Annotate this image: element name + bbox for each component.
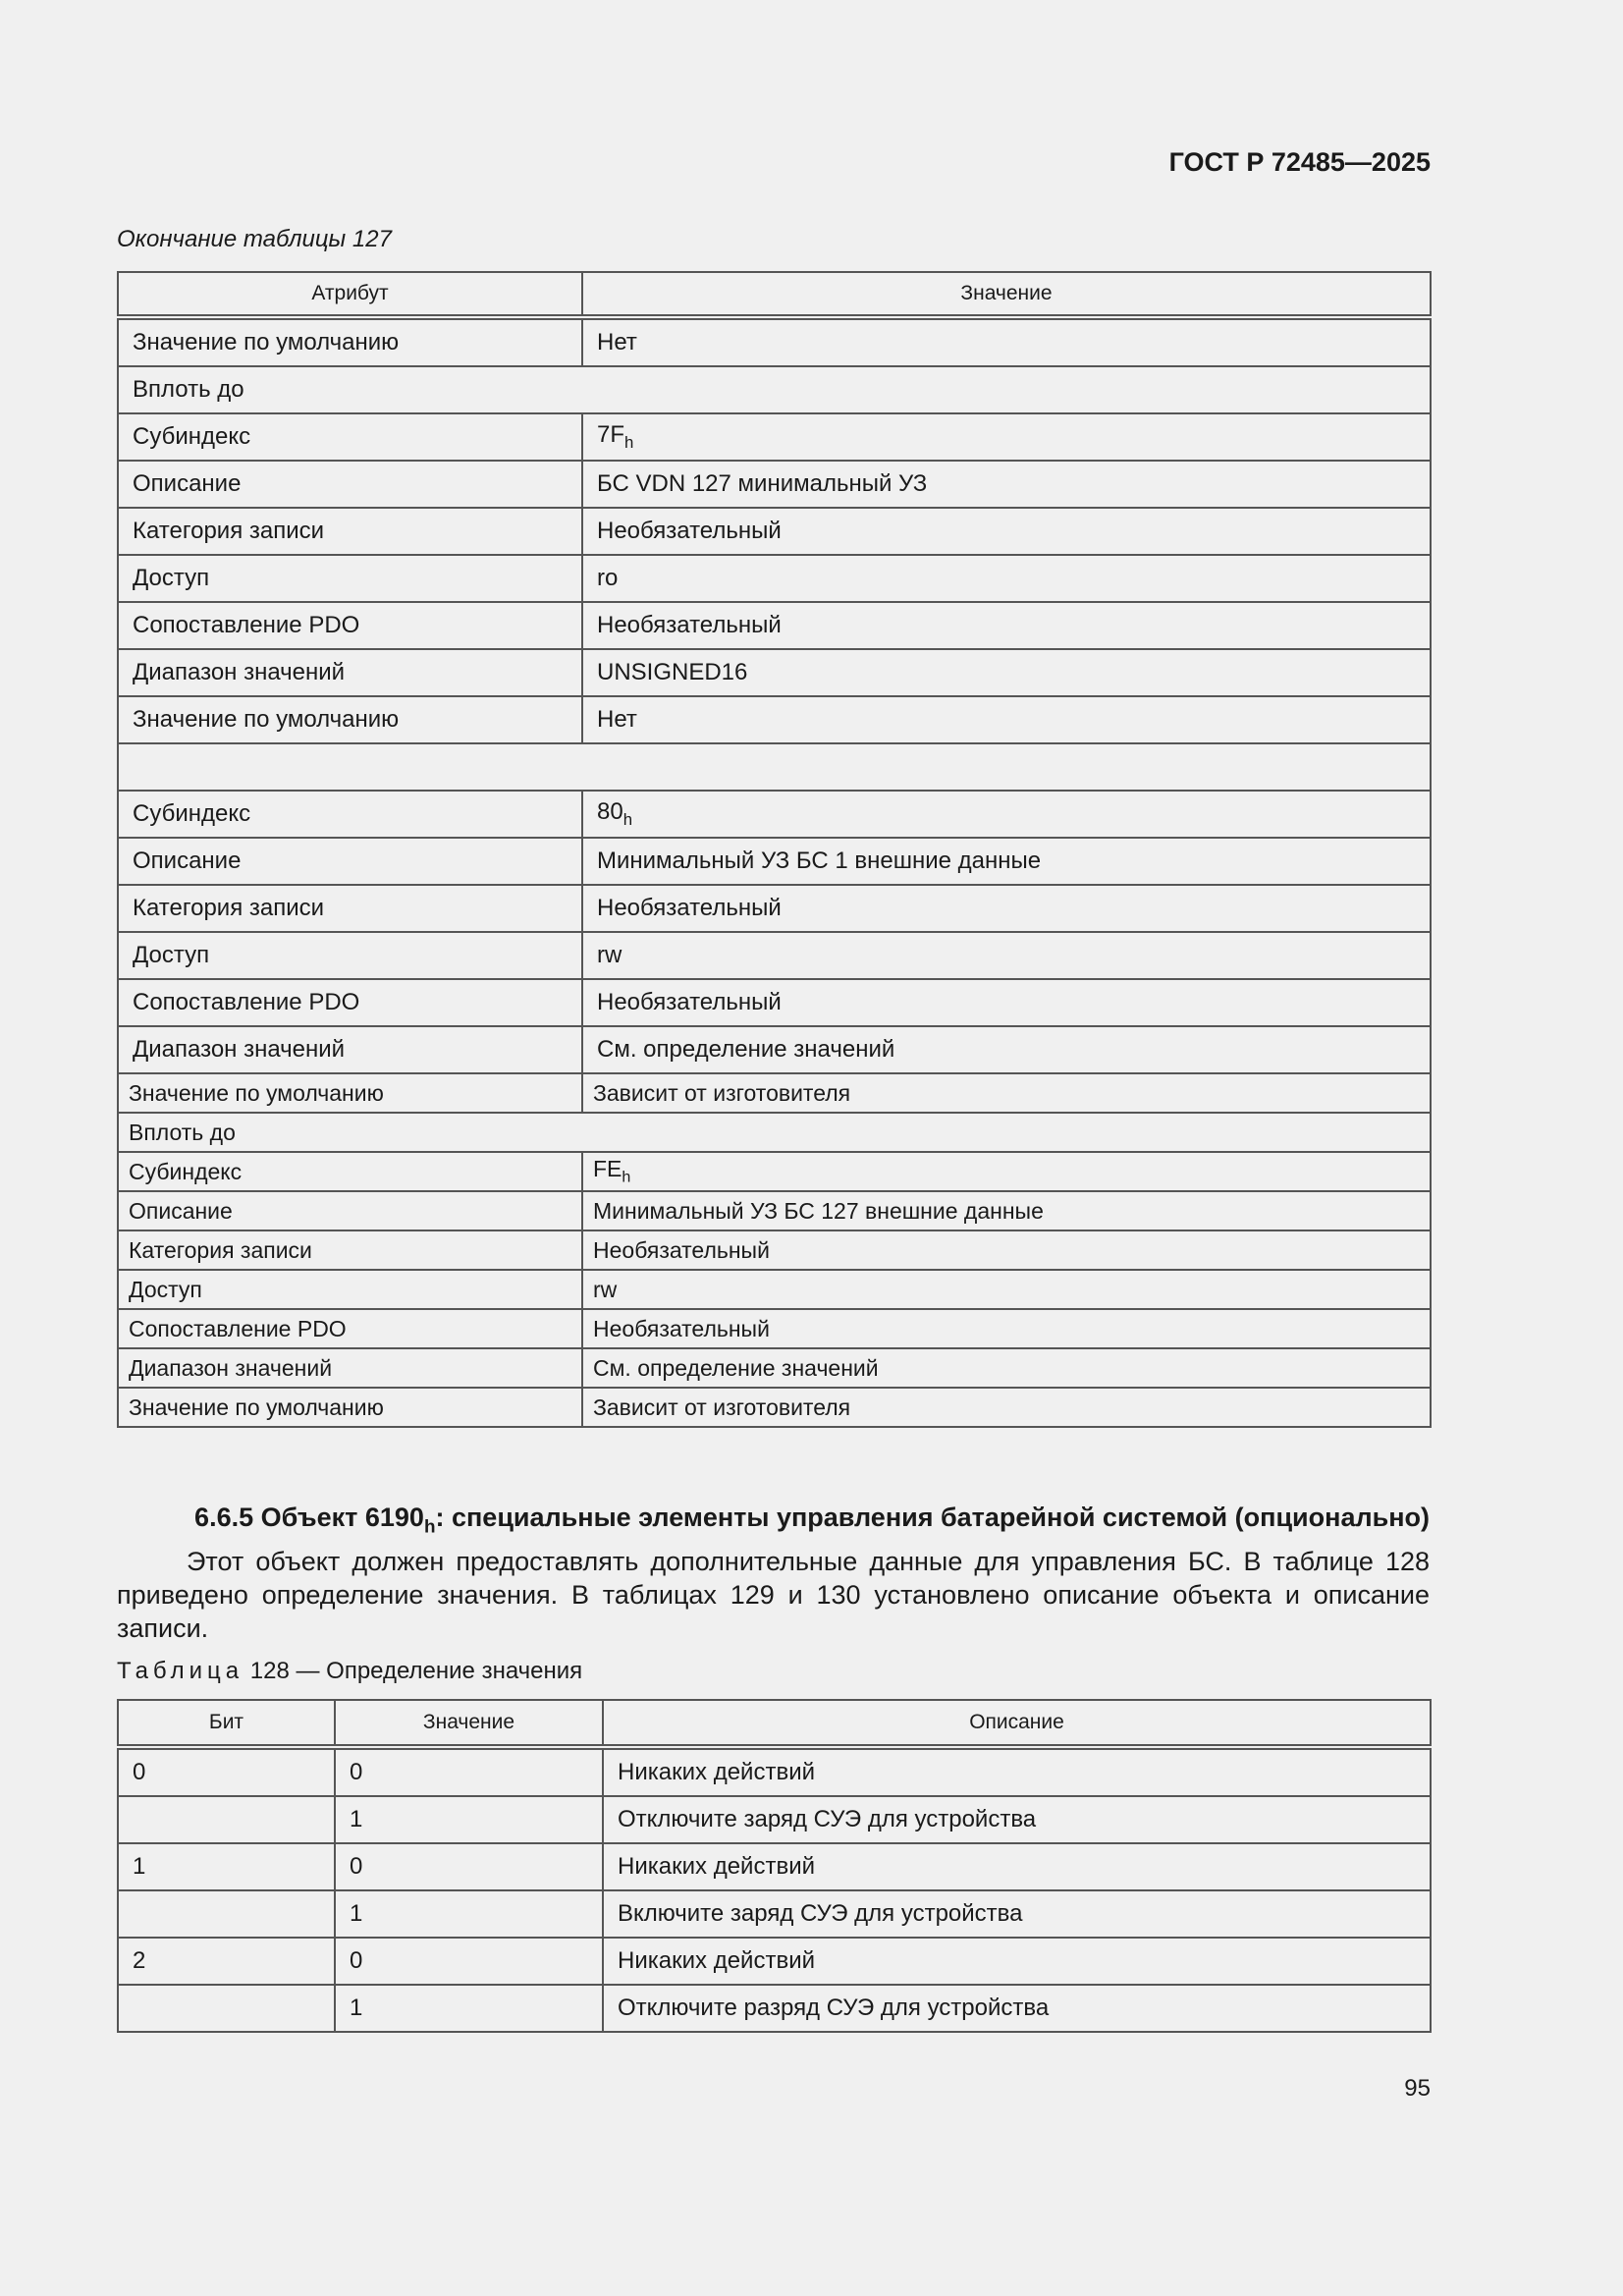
description-cell: Никаких действий <box>603 1843 1431 1890</box>
table-row <box>118 791 1431 838</box>
attribute-cell: Доступ <box>118 1270 582 1309</box>
value-cell: 1 <box>335 1985 603 2032</box>
table-row <box>118 1938 1431 1985</box>
span-cell <box>118 743 1431 791</box>
section-heading: 6.6.5 Объект $6190_h$: специальные элементы управления батарейной системой (опционально) <box>194 1503 1430 1538</box>
attribute-cell: Сопоставление PDO <box>118 602 582 649</box>
description-cell: Включите заряд СУЭ для устройства <box>603 1890 1431 1938</box>
value-cell: БС VDN 127 минимальный УЗ <box>582 461 1431 508</box>
attribute-cell: Значение по умолчанию <box>118 1073 582 1113</box>
attribute-cell: Значение по умолчанию <box>118 1388 582 1427</box>
table-row <box>118 1843 1431 1890</box>
value-cell: $7F_h$ <box>582 413 1431 461</box>
description-cell: Отключите заряд СУЭ для устройства <box>603 1796 1431 1843</box>
section-6-6-5 <box>117 1501 1430 1645</box>
value-cell: 0 <box>335 1938 603 1985</box>
description-cell: Никаких действий <box>603 1938 1431 1985</box>
section-paragraph: Этот объект должен предоставлять дополнительные данные для управления БС. В таблице 128 приведено определение значения. В таблицах 129 и 130 установлено описание объекта и описание записи. <box>117 1546 1430 1643</box>
page-number: 95 <box>1404 2075 1431 2102</box>
table-row <box>118 1796 1431 1843</box>
table-row <box>118 696 1431 743</box>
attribute-cell: Категория записи <box>118 885 582 932</box>
table-row <box>118 885 1431 932</box>
column-header-value: Значение <box>335 1700 603 1747</box>
table-row <box>118 508 1431 555</box>
description-cell: Никаких действий <box>603 1747 1431 1796</box>
description-cell: Отключите разряд СУЭ для устройства <box>603 1985 1431 2032</box>
document-standard-number: ГОСТ Р 72485—2025 <box>1168 147 1431 177</box>
attribute-cell: Диапазон значений <box>118 649 582 696</box>
value-cell: Необязательный <box>582 1230 1431 1270</box>
attribute-cell: Сопоставление PDO <box>118 1309 582 1348</box>
attribute-cell: Доступ <box>118 555 582 602</box>
value-cell: Минимальный УЗ БС 127 внешние данные <box>582 1191 1431 1230</box>
attribute-cell: Описание <box>118 838 582 885</box>
attribute-cell: Значение по умолчанию <box>118 696 582 743</box>
attribute-cell: Субиндекс <box>118 1152 582 1191</box>
attribute-cell: Субиндекс <box>118 791 582 838</box>
attribute-cell: Значение по умолчанию <box>118 317 582 366</box>
attribute-cell: Диапазон значений <box>118 1348 582 1388</box>
table-row <box>118 317 1431 366</box>
table-header-row <box>118 272 1431 317</box>
value-cell: 1 <box>335 1796 603 1843</box>
bit-cell: 0 <box>118 1747 335 1796</box>
table-row <box>118 1985 1431 2032</box>
table-row <box>118 366 1431 413</box>
value-cell: 1 <box>335 1890 603 1938</box>
table-128-caption: Таблица 128 — Определение значения <box>117 1658 583 1684</box>
attribute-cell: Доступ <box>118 932 582 979</box>
table-row <box>118 1890 1431 1938</box>
bit-cell: 1 <box>118 1843 335 1890</box>
column-header-attribute: Атрибут <box>118 272 582 317</box>
table-row <box>118 743 1431 791</box>
value-cell: См. определение значений <box>582 1026 1431 1073</box>
value-cell: rw <box>582 1270 1431 1309</box>
value-cell: $FE_h$ <box>582 1152 1431 1191</box>
table-row <box>118 932 1431 979</box>
table-row <box>118 1388 1431 1427</box>
value-cell: Минимальный УЗ БС 1 внешние данные <box>582 838 1431 885</box>
table-row <box>118 1191 1431 1230</box>
attribute-cell: Субиндекс <box>118 413 582 461</box>
value-cell: Необязательный <box>582 885 1431 932</box>
bit-cell <box>118 1796 335 1843</box>
value-cell: Необязательный <box>582 979 1431 1026</box>
attribute-cell: Сопоставление PDO <box>118 979 582 1026</box>
table-row <box>118 1152 1431 1191</box>
table-127-caption: Окончание таблицы 127 <box>117 226 392 252</box>
value-cell: Необязательный <box>582 508 1431 555</box>
value-cell: Необязательный <box>582 602 1431 649</box>
table-row <box>118 1113 1431 1152</box>
value-cell: Зависит от изготовителя <box>582 1073 1431 1113</box>
attribute-cell: Категория записи <box>118 508 582 555</box>
bit-cell <box>118 1890 335 1938</box>
table-header-row <box>118 1700 1431 1747</box>
table-128 <box>117 1699 1432 2033</box>
table-row <box>118 555 1431 602</box>
table-row <box>118 1270 1431 1309</box>
bit-cell: 2 <box>118 1938 335 1985</box>
table-row <box>118 1073 1431 1113</box>
value-cell: $80_h$ <box>582 791 1431 838</box>
column-header-description: Описание <box>603 1700 1431 1747</box>
span-cell: Вплоть до <box>118 1113 1431 1152</box>
table-row <box>118 602 1431 649</box>
table-row <box>118 649 1431 696</box>
table-row <box>118 838 1431 885</box>
column-header-bit: Бит <box>118 1700 335 1747</box>
value-cell: 0 <box>335 1747 603 1796</box>
value-cell: Зависит от изготовителя <box>582 1388 1431 1427</box>
value-cell: 0 <box>335 1843 603 1890</box>
attribute-cell: Описание <box>118 1191 582 1230</box>
value-cell: Нет <box>582 317 1431 366</box>
value-cell: Необязательный <box>582 1309 1431 1348</box>
span-cell: Вплоть до <box>118 366 1431 413</box>
table-row <box>118 1026 1431 1073</box>
table-row <box>118 1747 1431 1796</box>
table-row <box>118 979 1431 1026</box>
table-row <box>118 1348 1431 1388</box>
table-row <box>118 461 1431 508</box>
value-cell: См. определение значений <box>582 1348 1431 1388</box>
bit-cell <box>118 1985 335 2032</box>
value-cell: UNSIGNED16 <box>582 649 1431 696</box>
attribute-cell: Диапазон значений <box>118 1026 582 1073</box>
value-cell: rw <box>582 932 1431 979</box>
attribute-cell: Описание <box>118 461 582 508</box>
value-cell: Нет <box>582 696 1431 743</box>
column-header-value: Значение <box>582 272 1431 317</box>
table-row <box>118 1230 1431 1270</box>
table-row <box>118 1309 1431 1348</box>
value-cell: ro <box>582 555 1431 602</box>
table-row <box>118 413 1431 461</box>
table-127 <box>117 271 1432 1428</box>
attribute-cell: Категория записи <box>118 1230 582 1270</box>
